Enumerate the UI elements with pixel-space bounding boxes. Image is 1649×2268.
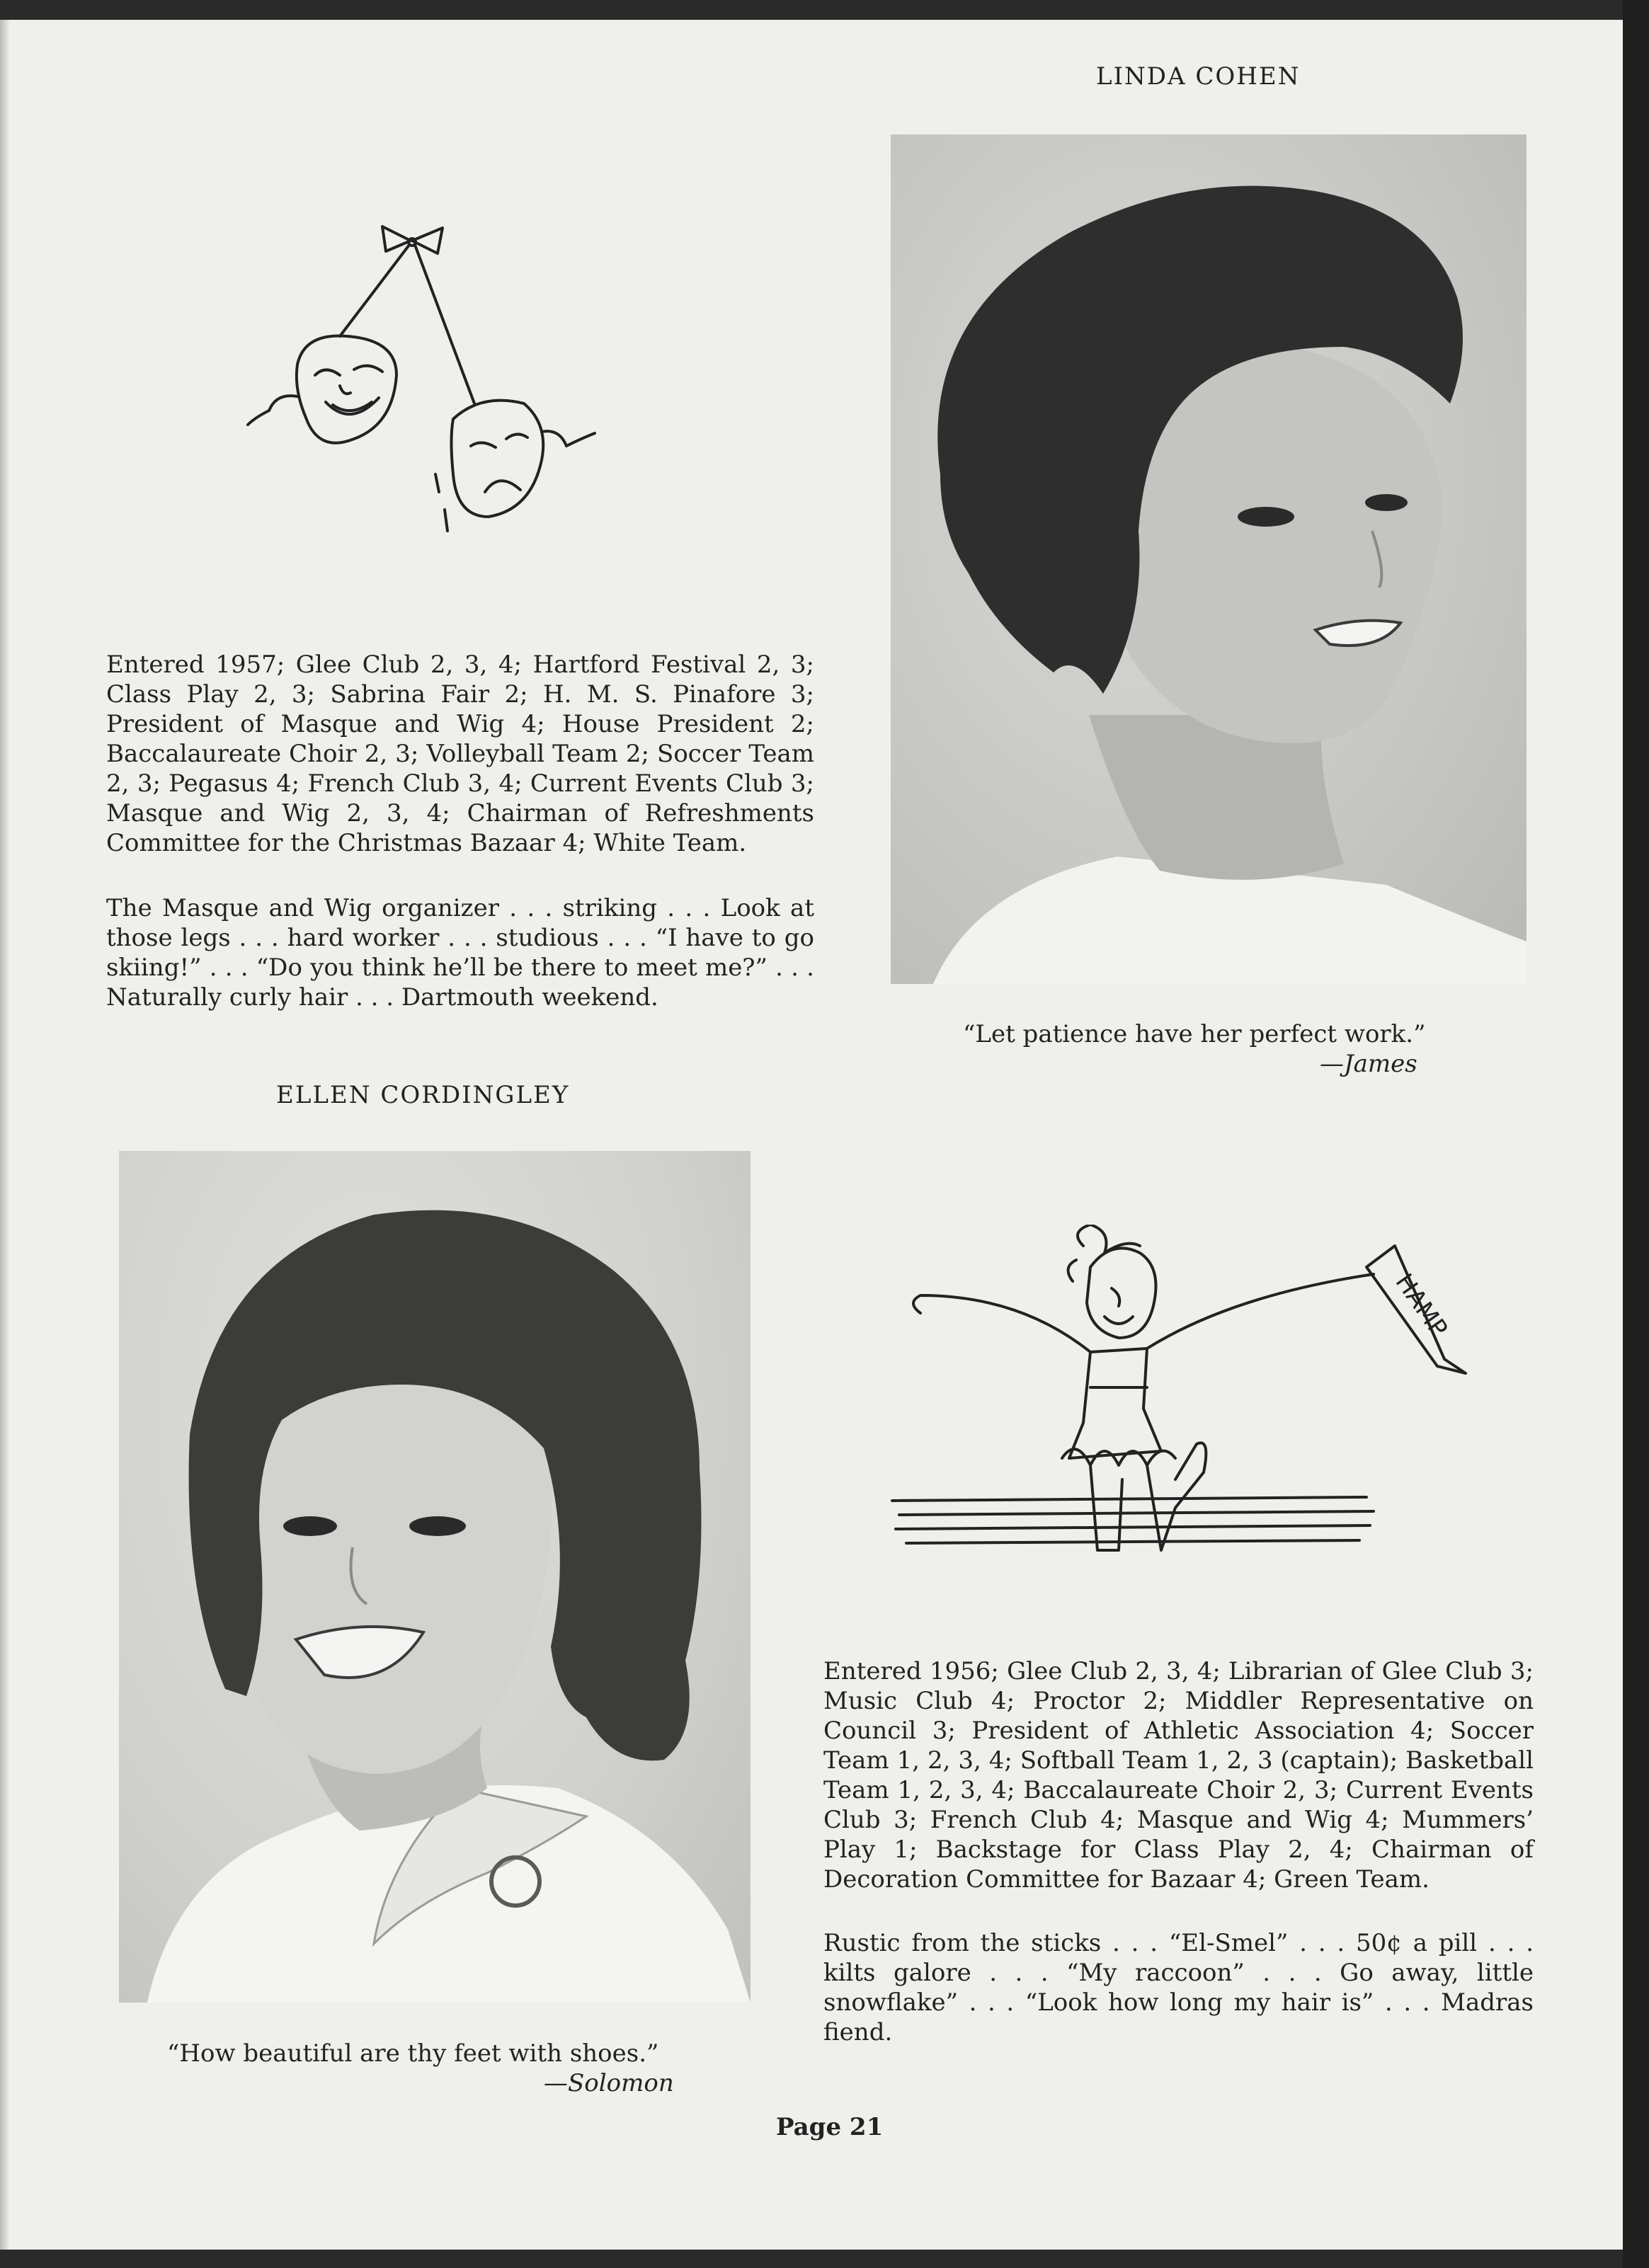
ellen-description: Rustic from the sticks . . . “El-Smel” . . . 50¢ a pill . . . kilts galore . . . “My raccoon” . . . Go away, little snowflake” . . . “Look how long my hair is” . . . Madras fiend. (823, 1929, 1534, 2046)
page-spine-shadow (0, 20, 10, 2250)
student-name-linda-cohen: LINDA COHEN (1096, 62, 1301, 91)
student-name-ellen-cordingley: ELLEN CORDINGLEY (276, 1081, 570, 1109)
cheerleader-sketch (878, 1225, 1501, 1571)
linda-cohen-portrait (891, 134, 1527, 984)
ellen-quote-text: “How beautiful are thy feet with shoes.” (167, 2039, 659, 2068)
drama-masks-sketch (227, 212, 623, 545)
linda-quote (963, 1019, 1459, 1078)
ellen-cordingley-portrait (119, 1151, 751, 2003)
linda-description: The Masque and Wig organizer . . . striking . . . Look at those legs . . . hard worker . . . studious . . . “I have to go skiing!” . . . “Do you think he’ll be there to meet me?” . . . Naturally curly hair . . . Dartmouth weekend. (106, 894, 814, 1012)
ellen-activities: Entered 1956; Glee Club 2, 3, 4; Librarian of Glee Club 3; Music Club 4; Proctor 2; Middler Representative on Council 3; President of Athletic Association 4; Soccer Team 1, 2, 3, 4; Softball Team 1, 2, 3 (captain); Basketball Team 1, 2, 3, 4; Baccalaureate Choir 2, 3; Current Events Club 3; French Club 4; Masque and Wig 4; Mummers’ Play 1; Backstage for Class Play 2, 4; Chairman of Decoration Committee for Bazaar 4; Green Team. (823, 1657, 1534, 1894)
linda-quote-source: —James (1320, 1050, 1417, 1078)
ellen-quote-source: —Solomon (544, 2069, 674, 2097)
pennant-text: HAMP (1389, 1268, 1453, 1342)
scan-edge (1623, 0, 1649, 2268)
ellen-quote (167, 2039, 719, 2097)
page-number: Page 21 (776, 2113, 884, 2141)
linda-activities: Entered 1957; Glee Club 2, 3, 4; Hartford Festival 2, 3; Class Play 2, 3; Sabrina Fair 2; H. M. S. Pinafore 3; President of Masque and Wig 4; House President 2; Baccalaureate Choir 2, 3; Volleyball Team 2; Soccer Team 2, 3; Pegasus 4; French Club 3, 4; Current Events Club 3; Masque and Wig 2, 3, 4; Chairman of Refreshments Committee for the Christmas Bazaar 4; White Team. (106, 651, 814, 857)
linda-quote-text: “Let patience have her perfect work.” (963, 1020, 1426, 1048)
